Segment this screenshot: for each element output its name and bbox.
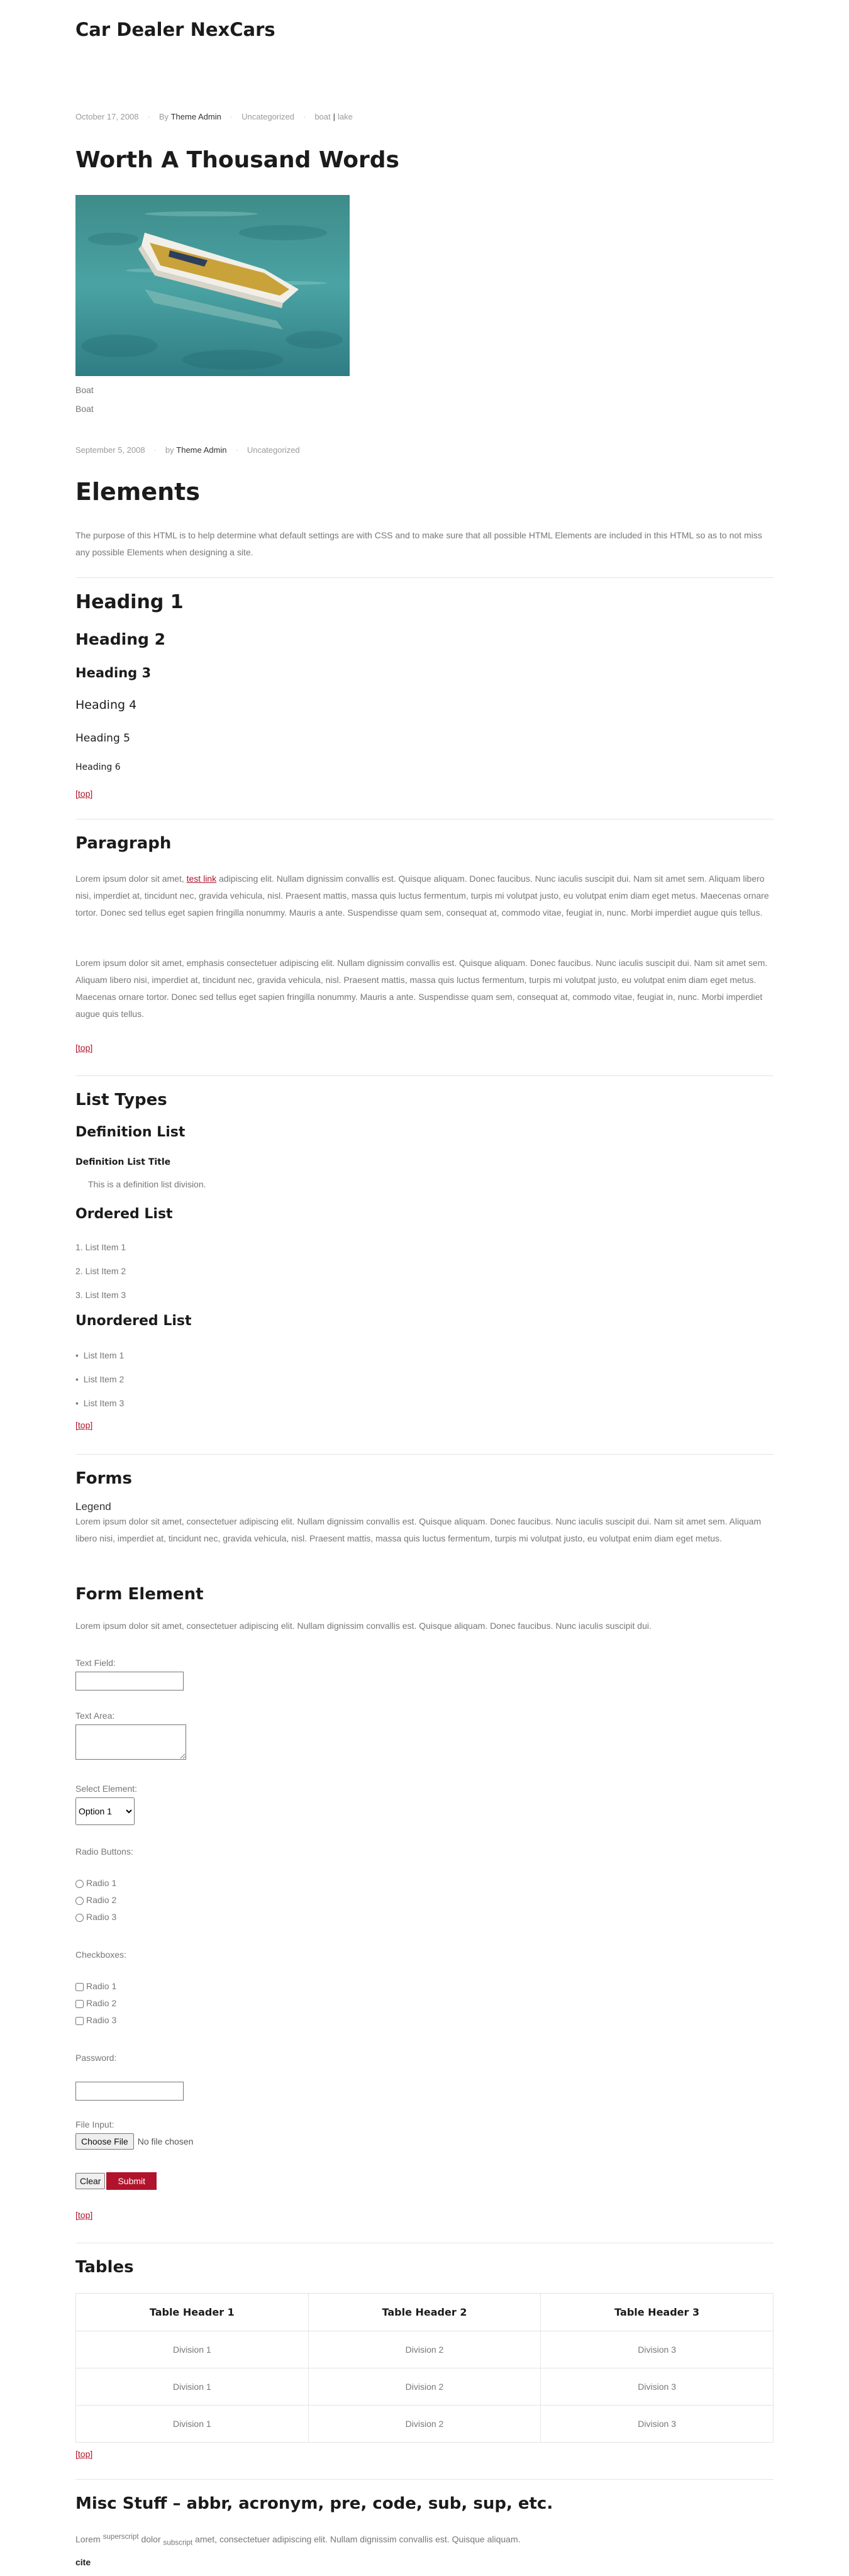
section-title-paragraph: Paragraph <box>75 834 172 853</box>
definition-term: Definition List Title <box>75 1157 171 1167</box>
unordered-list-heading: Unordered List <box>75 1313 192 1329</box>
table-row <box>76 2331 774 2368</box>
top-link[interactable]: [top] <box>75 1043 93 1053</box>
choose-file-button[interactable]: Choose File <box>75 2133 134 2150</box>
superscript: superscript <box>103 2533 139 2541</box>
post-author-link[interactable]: Theme Admin <box>170 112 221 121</box>
list-item-text: List Item 3 <box>85 1290 126 1300</box>
list-item: 2. List Item 2 <box>75 1266 126 1276</box>
paragraph-2: Lorem ipsum dolor sit amet, emphasis consectetuer adipiscing elit. Nullam dignissim convallis est. Quisque aliquam. Donec faucibus. Nunc iaculis suscipit dui. Nam sit amet sem. Aliquam libero nisi, imperdiet at, tincidunt nec, gravida vehicula, nisl. Praesent mattis, massa quis luctus fermentum, turpis mi volutpat justo, eu volutpat enim diam eget metus. Maecenas ornare tortor. Donec sed tellus eget sapien fringilla nonummy. Mauris a ante. Suspendisse quam sem, consequat at, commodo vitae, feugiat in, nunc. Morbi imperdiet augue quis tellus. <box>75 958 768 1019</box>
checkbox-option[interactable] <box>75 1981 774 1998</box>
list-item: • List Item 3 <box>75 1398 125 1408</box>
file-input-label: File Input: <box>75 2119 114 2129</box>
post-category-link[interactable]: Uncategorized <box>241 112 294 121</box>
list-item-text: List Item 3 <box>83 1398 125 1408</box>
unordered-list <box>75 1347 774 1419</box>
misc-text <box>75 2528 774 2551</box>
top-link[interactable]: [top] <box>75 2210 93 2220</box>
radio-option[interactable] <box>75 1895 774 1912</box>
post-title[interactable]: Worth A Thousand Words <box>75 147 399 173</box>
select-element[interactable] <box>75 1797 135 1825</box>
heading-5: Heading 5 <box>75 732 130 745</box>
misc-text-part: Lorem <box>75 2534 103 2545</box>
intro-text: The purpose of this HTML is to help determine what default settings are with CSS and to make sure that all possible HTML Elements are included in this HTML so as to not miss any possible Elements when designing a site. <box>75 530 762 557</box>
radio-button[interactable] <box>75 1914 84 1922</box>
file-input[interactable] <box>75 2133 774 2150</box>
file-status: No file chosen <box>137 2136 194 2146</box>
heading-4: Heading 4 <box>75 698 137 712</box>
tag-link-boat[interactable]: boat <box>314 112 331 121</box>
checkbox[interactable] <box>75 1983 84 1991</box>
radio-label: Radio 3 <box>86 1912 117 1922</box>
submit-button[interactable]: Submit <box>106 2172 157 2190</box>
tag-separator: | <box>333 112 336 121</box>
table-cell: Division 3 <box>541 2406 774 2443</box>
heading-1: Heading 1 <box>75 591 184 613</box>
heading-2: Heading 2 <box>75 630 166 648</box>
radio-group <box>75 1878 774 1929</box>
post-date[interactable]: October 17, 2008 <box>75 112 139 121</box>
test-link[interactable]: test link <box>186 874 217 884</box>
checkbox-option[interactable] <box>75 2015 774 2032</box>
paragraph-text: Lorem ipsum dolor sit amet, <box>75 874 187 884</box>
clear-button[interactable]: Clear <box>75 2173 105 2189</box>
list-item: • List Item 2 <box>75 1374 125 1384</box>
ordered-list <box>75 1239 774 1311</box>
misc-text-part: dolor <box>138 2534 164 2545</box>
tag-link-lake[interactable]: lake <box>338 112 353 121</box>
legend-text: Lorem ipsum dolor sit amet, consectetuer adipiscing elit. Nullam dignissim convallis est. Quisque aliquam. Donec faucibus. Nunc iaculis suscipit dui. Nam sit amet sem. Aliquam libero nisi, imperdiet at, tincidunt nec, gravida vehicula, nisl. Praesent mattis, massa quis luctus fermentum, turpis mi volutpat justo, eu volutpat enim diam eget metus. <box>75 1516 762 1543</box>
radio-buttons-label: Radio Buttons: <box>75 1846 133 1857</box>
divider <box>75 1454 774 1455</box>
radio-label: Radio 2 <box>86 1895 117 1905</box>
meta-separator: · <box>235 445 238 455</box>
checkbox-label: Radio 2 <box>86 1998 117 2008</box>
text-field-label: Text Field: <box>75 1658 116 1668</box>
meta-separator: · <box>147 112 150 121</box>
post-meta <box>75 445 774 455</box>
table-header-row <box>76 2294 774 2331</box>
table-cell: Division 1 <box>76 2331 309 2368</box>
site-title[interactable]: Car Dealer NexCars <box>75 19 275 40</box>
list-item-text: List Item 1 <box>83 1350 125 1360</box>
definition-list-heading: Definition List <box>75 1124 186 1140</box>
top-link[interactable]: [top] <box>75 2449 93 2459</box>
image-caption-secondary: Boat <box>75 404 94 414</box>
definition-description: This is a definition list division. <box>88 1179 206 1189</box>
checkboxes-label: Checkboxes: <box>75 1950 126 1960</box>
table-row <box>76 2406 774 2443</box>
select-label: Select Element: <box>75 1784 138 1794</box>
text-area-label: Text Area: <box>75 1711 115 1721</box>
by-label: By <box>158 112 169 121</box>
password-label: Password: <box>75 2053 117 2063</box>
fieldset-legend: Legend <box>75 1501 111 1513</box>
table-header: Table Header 1 <box>76 2294 309 2331</box>
section-title-forms: Forms <box>75 1469 132 1488</box>
top-link[interactable]: [top] <box>75 789 93 799</box>
form-element-heading: Form Element <box>75 1585 204 1604</box>
divider <box>75 577 774 578</box>
list-item: 3. List Item 3 <box>75 1290 126 1300</box>
paragraph-1 <box>75 870 774 921</box>
text-area[interactable] <box>75 1724 186 1760</box>
cite-label: cite <box>75 2557 91 2567</box>
password-field[interactable] <box>75 2082 184 2101</box>
checkbox-label: Radio 1 <box>86 1981 117 1991</box>
misc-text-part: amet, consectetuer adipiscing elit. Nullam dignissim convallis est. Quisque aliquam. <box>192 2534 521 2545</box>
by-label: by <box>165 445 174 455</box>
table-header: Table Header 2 <box>308 2294 541 2331</box>
list-item-text: List Item 2 <box>85 1266 126 1276</box>
list-item-text: List Item 1 <box>85 1242 126 1252</box>
table-cell: Division 2 <box>308 2331 541 2368</box>
meta-separator: · <box>302 112 306 121</box>
list-item: • List Item 1 <box>75 1350 125 1360</box>
radio-button[interactable] <box>75 1897 84 1905</box>
divider <box>75 2479 774 2480</box>
boat-image <box>75 195 350 376</box>
divider <box>75 1075 774 1076</box>
radio-option[interactable] <box>75 1878 774 1895</box>
image-caption: Boat <box>75 385 94 395</box>
radio-option[interactable] <box>75 1912 774 1929</box>
table-cell: Division 1 <box>76 2406 309 2443</box>
radio-button[interactable] <box>75 1880 84 1888</box>
table-cell: Division 3 <box>541 2331 774 2368</box>
checkbox[interactable] <box>75 2000 84 2008</box>
data-table <box>75 2293 774 2443</box>
form-element-text: Lorem ipsum dolor sit amet, consectetuer adipiscing elit. Nullam dignissim convallis est. Quisque aliquam. Donec faucibus. Nunc iaculis suscipit dui. <box>75 1621 652 1631</box>
ordered-list-heading: Ordered List <box>75 1206 173 1222</box>
table-cell: Division 3 <box>541 2368 774 2406</box>
section-title-tables: Tables <box>75 2258 134 2277</box>
table-cell: Division 2 <box>308 2368 541 2406</box>
post-date[interactable]: September 5, 2008 <box>75 445 145 455</box>
heading-6: Heading 6 <box>75 762 121 772</box>
form-actions <box>75 2172 774 2190</box>
heading-3: Heading 3 <box>75 665 152 680</box>
section-title-lists: List Types <box>75 1091 167 1109</box>
table-cell: Division 1 <box>76 2368 309 2406</box>
table-header: Table Header 3 <box>541 2294 774 2331</box>
top-link[interactable]: [top] <box>75 1420 93 1430</box>
checkbox-label: Radio 3 <box>86 2015 117 2025</box>
post-title[interactable]: Elements <box>75 478 200 506</box>
section-title-misc: Misc Stuff – abbr, acronym, pre, code, sub, sup, etc. <box>75 2494 553 2513</box>
subscript: subscript <box>163 2538 193 2547</box>
table-cell: Division 2 <box>308 2406 541 2443</box>
checkbox-option[interactable] <box>75 1998 774 2015</box>
radio-label: Radio 1 <box>86 1878 117 1888</box>
paragraph-text: adipiscing elit. Nullam dignissim convallis est. Quisque aliquam. Donec faucibus. Nunc iaculis suscipit dui. Nam sit amet sem. Aliquam libero nisi, imperdiet at, tincidunt nec, gravida vehicula, nisl. Praesent mattis, massa quis luctus fermentum, turpis mi volutpat justo, eu volutpat enim diam eget metus. Maecenas ornare tortor. Donec sed tellus eget sapien fringilla nonummy. Mauris a ante. Suspendisse quam sem, consequat at, commodo vitae, feugiat in, nunc. Morbi imperdiet augue quis tellus. <box>75 874 769 918</box>
checkbox-group <box>75 1981 774 2032</box>
post-author-link[interactable]: Theme Admin <box>176 445 227 455</box>
table-row <box>76 2368 774 2406</box>
post-category-link[interactable]: Uncategorized <box>247 445 300 455</box>
list-item: 1. List Item 1 <box>75 1242 126 1252</box>
list-item-text: List Item 2 <box>83 1374 125 1384</box>
text-field[interactable] <box>75 1672 184 1690</box>
meta-separator: · <box>153 445 157 455</box>
post-meta <box>75 112 774 121</box>
checkbox[interactable] <box>75 2017 84 2025</box>
meta-separator: · <box>230 112 233 121</box>
